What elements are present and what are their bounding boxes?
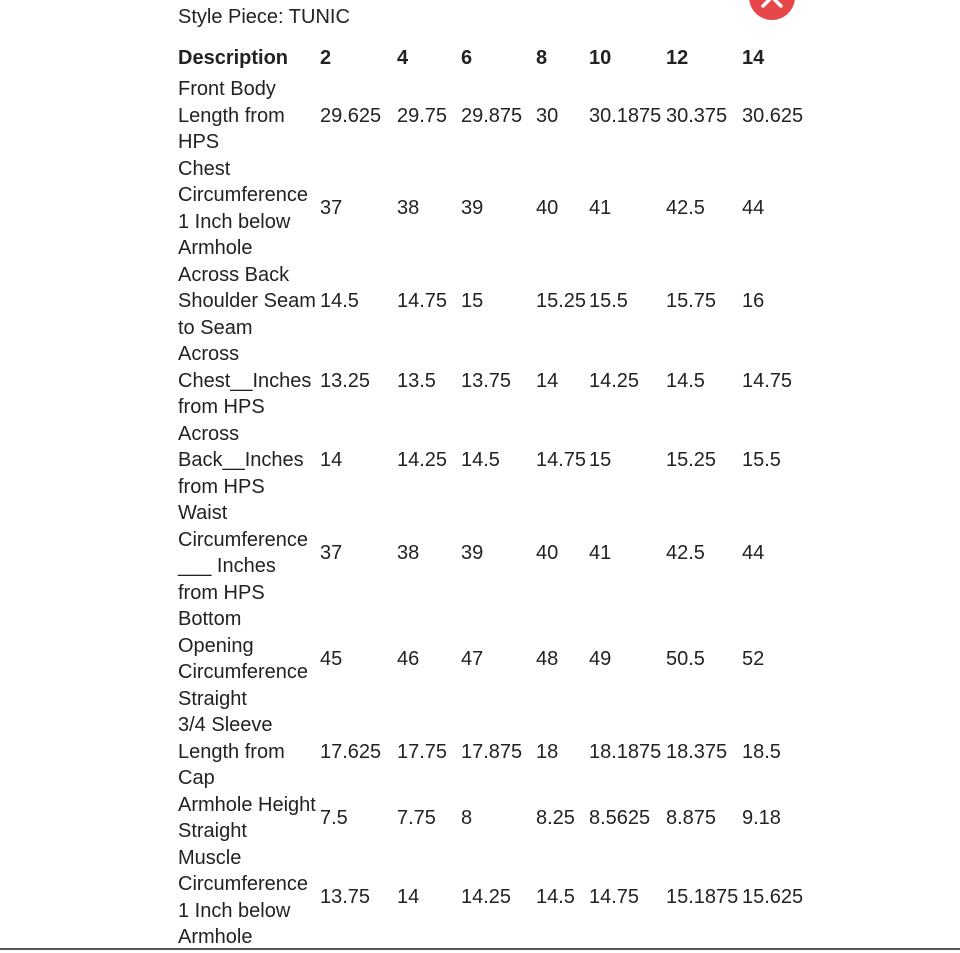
cell-size-6: 14.5 — [461, 449, 500, 471]
header-size-4: 4 — [397, 47, 409, 69]
cell-size-12: 15.25 — [666, 449, 717, 471]
cell-size-12: 50.5 — [666, 647, 705, 670]
cell-size-2: 37 — [320, 541, 343, 564]
cell-size-6: 15 — [461, 290, 484, 312]
row-description: Armhole Height Straight — [178, 793, 316, 842]
header-row — [176, 45, 816, 76]
cell-size-6: 14.25 — [461, 886, 512, 909]
cell-size-14: 44 — [742, 541, 765, 564]
cell-size-2: 37 — [320, 197, 343, 220]
cell-size-4: 38 — [397, 197, 420, 220]
cell-size-2: 45 — [320, 647, 343, 670]
cell-size-12: 8.875 — [666, 806, 717, 829]
table-row — [176, 792, 816, 845]
header-size-8: 8 — [536, 47, 548, 69]
cell-size-10: 14.75 — [589, 886, 640, 909]
cell-size-6: 39 — [461, 197, 484, 220]
cell-size-6: 8 — [461, 806, 473, 829]
cell-size-8: 15.25 — [536, 290, 587, 312]
cell-size-14: 16 — [742, 290, 765, 312]
cell-size-8: 14.75 — [536, 449, 587, 471]
cell-size-12: 30.375 — [666, 104, 728, 127]
cell-size-8: 48 — [536, 647, 559, 670]
row-description: Waist Circumference ___ Inches from HPS — [178, 502, 309, 604]
cell-size-6: 13.75 — [461, 369, 512, 392]
cell-size-12: 42.5 — [666, 541, 705, 564]
cell-size-10: 18.1875 — [589, 740, 662, 763]
cell-size-12: 15.1875 — [666, 886, 739, 909]
table-row — [176, 262, 816, 342]
cell-size-2: 13.25 — [320, 369, 371, 392]
table-row — [176, 341, 816, 421]
table-row — [176, 606, 816, 712]
cell-size-10: 8.5625 — [589, 806, 651, 829]
cell-size-4: 14.75 — [397, 290, 448, 312]
cell-size-10: 41 — [589, 197, 612, 220]
cell-size-14: 15.5 — [742, 449, 781, 471]
cell-size-14: 9.18 — [742, 806, 781, 829]
row-description: Chest Circumference 1 Inch below Armhole — [178, 157, 309, 259]
row-description: Bottom Opening Circumference Straight — [178, 608, 309, 710]
cell-size-2: 14.5 — [320, 290, 359, 312]
row-description: Muscle Circumference 1 Inch below Armhole — [178, 846, 309, 948]
header-size-14: 14 — [742, 47, 765, 69]
cell-size-2: 29.625 — [320, 104, 382, 127]
cell-size-4: 29.75 — [397, 104, 448, 127]
cell-size-10: 49 — [589, 647, 612, 670]
cell-size-12: 15.75 — [666, 290, 717, 312]
row-description: Across Back__Inches from HPS — [178, 422, 304, 498]
cell-size-14: 18.5 — [742, 740, 781, 763]
row-description: Across Back Shoulder Seam to Seam — [178, 263, 316, 339]
cell-size-10: 15.5 — [589, 290, 628, 312]
header-size-10: 10 — [589, 47, 612, 69]
cell-size-2: 14 — [320, 449, 343, 471]
spec-table-viewport — [176, 45, 804, 953]
cell-size-4: 7.75 — [397, 806, 436, 829]
cell-size-8: 40 — [536, 197, 559, 220]
cell-size-6: 17.875 — [461, 740, 523, 763]
cell-size-14: 14.75 — [742, 369, 793, 392]
row-description: Front Body Length from HPS — [178, 78, 285, 153]
header-size-12: 12 — [666, 47, 689, 69]
cell-size-14: 52 — [742, 647, 765, 670]
cell-size-14: 15.625 — [742, 886, 804, 909]
cell-size-12: 18.375 — [666, 740, 728, 763]
header-size-2: 2 — [320, 47, 332, 69]
cell-size-8: 18 — [536, 740, 559, 763]
style-piece-title: Style Piece: TUNIC — [178, 6, 350, 28]
cell-size-10: 15 — [589, 449, 612, 471]
table-row — [176, 845, 816, 951]
cell-size-14: 30.625 — [742, 104, 804, 127]
table-row — [176, 76, 816, 156]
cell-size-6: 39 — [461, 541, 484, 564]
spec-table — [176, 45, 816, 951]
cell-size-12: 42.5 — [666, 197, 705, 220]
cell-size-6: 47 — [461, 647, 484, 670]
table-row — [176, 421, 816, 501]
cell-size-4: 17.75 — [397, 740, 448, 763]
cell-size-6: 29.875 — [461, 104, 523, 127]
cell-size-10: 41 — [589, 541, 612, 564]
cell-size-10: 14.25 — [589, 369, 640, 392]
cell-size-10: 30.1875 — [589, 104, 662, 127]
cell-size-12: 14.5 — [666, 369, 705, 392]
row-description: 3/4 Sleeve Length from Cap — [178, 714, 285, 789]
table-row — [176, 712, 816, 792]
table-row — [176, 500, 816, 606]
cell-size-8: 30 — [536, 104, 559, 127]
cell-size-4: 38 — [397, 541, 420, 564]
row-description: Across Chest__Inches from HPS — [178, 343, 312, 418]
table-row — [176, 156, 816, 262]
header-description: Description — [178, 47, 289, 69]
close-button[interactable] — [749, 0, 795, 20]
cell-size-2: 17.625 — [320, 740, 382, 763]
cell-size-14: 44 — [742, 197, 765, 220]
cell-size-4: 13.5 — [397, 369, 436, 392]
close-icon — [758, 0, 786, 11]
header-size-6: 6 — [461, 47, 473, 69]
cell-size-2: 7.5 — [320, 806, 348, 829]
cell-size-8: 8.25 — [536, 806, 575, 829]
cell-size-4: 46 — [397, 647, 420, 670]
cell-size-4: 14.25 — [397, 449, 448, 471]
cell-size-8: 40 — [536, 541, 559, 564]
cell-size-8: 14.5 — [536, 886, 575, 909]
cell-size-8: 14 — [536, 369, 559, 392]
cell-size-2: 13.75 — [320, 886, 371, 909]
cell-size-4: 14 — [397, 886, 420, 909]
bottom-divider — [0, 948, 960, 950]
